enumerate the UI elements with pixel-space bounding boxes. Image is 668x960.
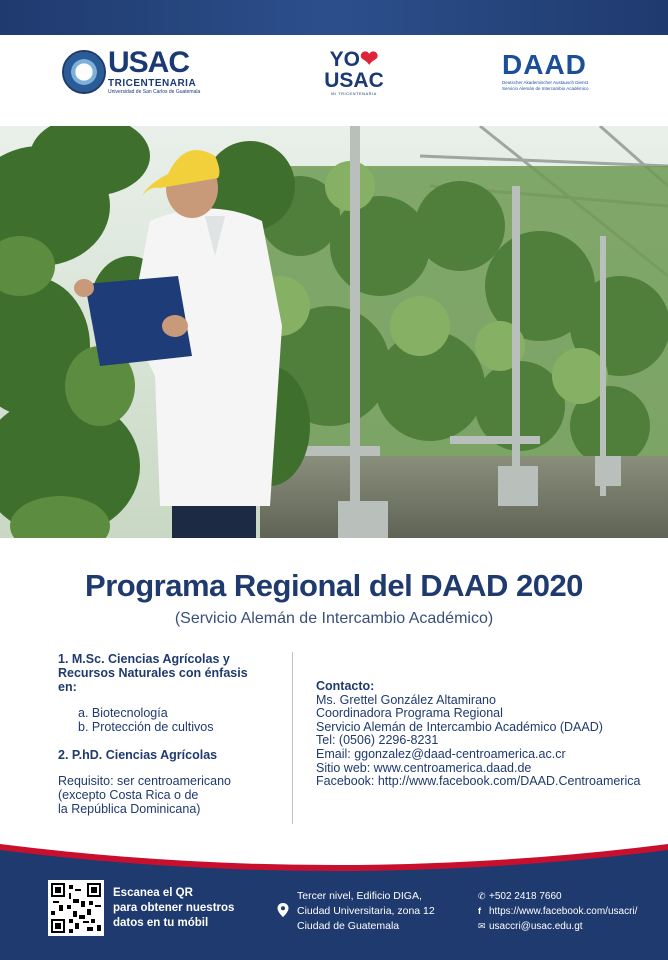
qr-instructions bbox=[113, 886, 273, 931]
usac-seal-icon bbox=[62, 50, 106, 94]
daad-logo-sub1: Deutscher Akademischer Austausch Dienst bbox=[502, 80, 589, 85]
usac-logo bbox=[62, 48, 202, 96]
footer-address bbox=[297, 889, 467, 934]
page-title: Programa Regional del DAAD 2020 bbox=[85, 568, 583, 603]
facebook-icon: f bbox=[478, 906, 481, 916]
contact-name: Ms. Grettel González Altamirano bbox=[316, 692, 496, 707]
heart-icon: ❤ bbox=[359, 46, 379, 71]
footer-facebook: https://www.facebook.com/usacri/ bbox=[489, 906, 638, 917]
contact-website[interactable]: Sitio web: www.centroamerica.daad.de bbox=[316, 760, 532, 775]
greenhouse-illustration bbox=[0, 126, 668, 538]
contact-org: Servicio Alemán de Intercambio Académico (DAAD) bbox=[316, 719, 603, 734]
phone-icon: ✆ bbox=[478, 891, 486, 901]
requirement bbox=[58, 774, 278, 816]
location-pin-icon bbox=[277, 903, 289, 917]
focus-item-a: a. Biotecnología bbox=[78, 706, 168, 720]
footer-contact bbox=[478, 889, 663, 934]
contact-heading: Contacto: bbox=[316, 679, 375, 693]
address-line-2: Ciudad Universitaria, zona 12 bbox=[297, 905, 435, 917]
qr-line-3: datos en tu móbil bbox=[113, 917, 209, 929]
yo-usac-sub: MI TRICENTENARIA bbox=[331, 91, 377, 96]
footer-phone: +502 2418 7660 bbox=[489, 891, 562, 902]
yo-usac-logo bbox=[322, 48, 386, 104]
footer-facebook-row[interactable] bbox=[478, 904, 663, 919]
contact-email[interactable]: Email: ggonzalez@daad-centroamerica.ac.cr bbox=[316, 746, 566, 761]
programs-column bbox=[58, 652, 278, 816]
yo-usac-word: USAC bbox=[324, 69, 384, 92]
program-1-focus-list bbox=[78, 706, 278, 734]
requirement-line-3: la República Dominicana) bbox=[58, 802, 201, 816]
program-1-line-1: 1. M.Sc. Ciencias Agrícolas y bbox=[58, 652, 230, 666]
qr-code[interactable] bbox=[48, 880, 104, 936]
program-2: 2. P.hD. Ciencias Agrícolas bbox=[58, 748, 218, 762]
requirement-line-1: Requisito: ser centroamericano bbox=[58, 774, 231, 788]
contact-facebook[interactable]: Facebook: http://www.facebook.com/DAAD.Centroamerica bbox=[316, 774, 641, 789]
focus-item-b: b. Protección de cultivos bbox=[78, 720, 214, 734]
contact-tel: Tel: (0506) 2296-8231 bbox=[316, 733, 439, 748]
qr-code-icon bbox=[51, 883, 101, 933]
contact-column bbox=[316, 680, 661, 789]
address-line-1: Tercer nivel, Edificio DIGA, bbox=[297, 890, 422, 902]
column-divider bbox=[292, 652, 293, 824]
yo-word: YO bbox=[329, 48, 360, 71]
usac-logo-word: USAC bbox=[108, 46, 190, 79]
contact-role: Coordinadora Programa Regional bbox=[316, 706, 503, 721]
program-1-line-2: Recursos Naturales con énfasis bbox=[58, 666, 248, 680]
daad-logo bbox=[502, 50, 622, 98]
footer-email-row[interactable] bbox=[478, 919, 663, 934]
program-1-line-3: en: bbox=[58, 680, 77, 694]
daad-logo-word: DAAD bbox=[502, 49, 587, 80]
qr-line-1: Escanea el QR bbox=[113, 887, 193, 899]
greenhouse-photo bbox=[0, 126, 668, 538]
top-color-band bbox=[0, 0, 668, 35]
qr-line-2: para obtener nuestros bbox=[113, 902, 235, 914]
requirement-line-2: (excepto Costa Rica o de bbox=[58, 788, 199, 802]
usac-logo-tricentenaria: TRICENTENARIA bbox=[108, 78, 197, 89]
usac-logo-university: Universidad de San Carlos de Guatemala bbox=[108, 89, 201, 95]
footer-phone-row[interactable] bbox=[478, 889, 663, 904]
mail-icon: ✉ bbox=[478, 921, 486, 931]
address-line-3: Ciudad de Guatemala bbox=[297, 920, 400, 932]
page-subtitle: (Servicio Alemán de Intercambio Académico) bbox=[174, 610, 494, 627]
daad-logo-sub2: Servicio Alemán de Intercambio Académico bbox=[502, 86, 589, 91]
footer-email: usaccri@usac.edu.gt bbox=[489, 921, 583, 932]
